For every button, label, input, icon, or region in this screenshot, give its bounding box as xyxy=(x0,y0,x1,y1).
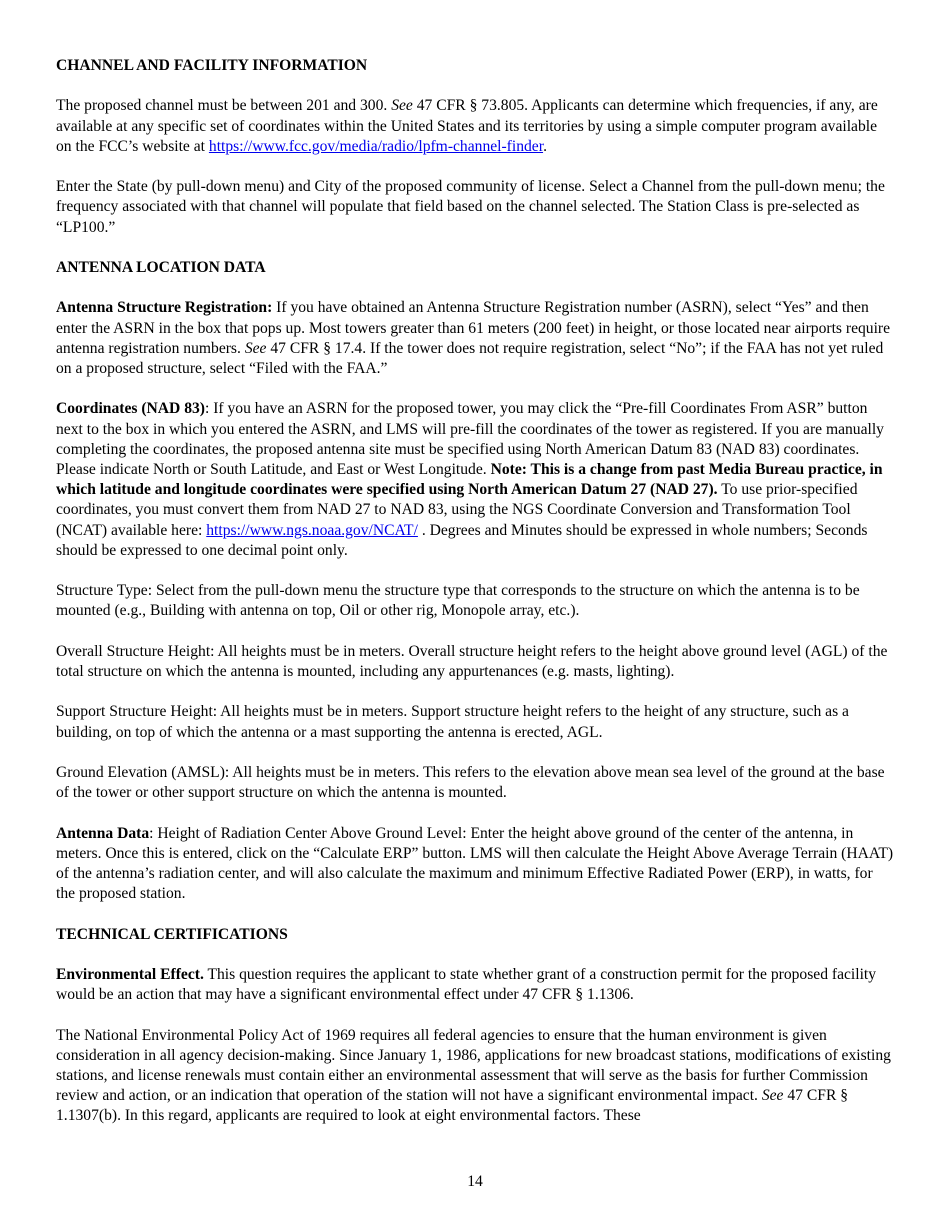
page-number: 14 xyxy=(467,1173,483,1190)
paragraph-channel-range: The proposed channel must be between 201 and 300. See 47 CFR § 73.805. Applicants can determine which frequencies, if any, are available at any specific set of coordinates within the United States and its territories by using a simple computer program available on the FCC’s website at https://www.fcc.gov/media/radio/lpfm-channel-finder. xyxy=(56,97,878,155)
paragraph-state-city: Enter the State (by pull-down menu) and City of the proposed community of license. Select a Channel from the pull-down menu; the frequency associated with that channel will populate that field based on the channel selected. The Station Class is pre-selected as “LP100.” xyxy=(56,178,885,236)
ncat-tool-link[interactable]: https://www.ngs.noaa.gov/NCAT/ xyxy=(206,521,418,539)
heading-technical-certifications: TECHNICAL CERTIFICATIONS xyxy=(56,925,288,943)
document-page xyxy=(56,56,894,1127)
paragraph-environmental-effect: Environmental Effect. This question requires the applicant to state whether grant of a construction permit for the proposed facility would be an action that may have a significant environmental effect under 47 CFR § 1.1306. xyxy=(56,965,877,1004)
paragraph-asr: Antenna Structure Registration: If you have obtained an Antenna Structure Registration number (ASRN), select “Yes” and then enter the ASRN in the box that pops up. Most towers greater than 61 meters (200 feet) in height, or those located near airports require antenna registration numbers. See 47 CFR § 17.4. If the tower does not require registration, select “No”; if the FAA has not yet ruled on a proposed structure, select “Filed with the FAA.” xyxy=(56,299,891,377)
paragraph-antenna-data: Antenna Data: Height of Radiation Center Above Ground Level: Enter the height above ground of the center of the antenna, in meters. Once this is entered, click on the “Calculate ERP” button. LMS will then calculate the Height Above Average Terrain (HAAT) of the antenna’s radiation center, and will also calculate the maximum and minimum Effective Radiated Power (ERP), in watts, for the proposed station. xyxy=(56,824,894,903)
paragraph-structure-type: Structure Type: Select from the pull-down menu the structure type that corresponds to the structure on which the antenna is to be mounted (e.g., Building with antenna on top, Oil or other rig, Monopole array, etc.). xyxy=(56,582,860,620)
paragraph-overall-height: Overall Structure Height: All heights must be in meters. Overall structure height refers to the height above ground level (AGL) of the total structure on which the antenna is mounted, including any appurtenances (e.g. masts, lighting). xyxy=(56,642,888,680)
paragraph-nepa: The National Environmental Policy Act of 1969 requires all federal agencies to ensure that the human environment is given consideration in all agency decision-making. Since January 1, 1986, applications for new broadcast stations, modifications of existing stations, and license renewals must contain either an environmental assessment that will serve as the basis for further Commission review and action, or an indication that operation of the station will not have a significant environmental impact. See 47 CFR § 1.1307(b). In this regard, applicants are required to look at eight environmental factors. These xyxy=(56,1026,891,1125)
lpfm-channel-finder-link[interactable]: https://www.fcc.gov/media/radio/lpfm-channel-finder xyxy=(208,137,544,155)
heading-antenna-location: ANTENNA LOCATION DATA xyxy=(56,258,266,276)
paragraph-support-height: Support Structure Height: All heights must be in meters. Support structure height refers to the height of any structure, such as a building, on top of which the antenna or a mast supporting the antenna is erected, AGL. xyxy=(56,703,849,741)
heading-channel-facility: CHANNEL AND FACILITY INFORMATION xyxy=(56,57,368,74)
paragraph-coordinates: Coordinates (NAD 83): If you have an ASRN for the proposed tower, you may click the “Pre-fill Coordinates From ASR” button next to the box in which you entered the ASRN, and LMS will pre-fill the coordinates of the tower as registered. If you are manually completing the coordinates, the proposed antenna site must be specified using North American Datum 83 (NAD 83) coordinates. Please indicate North or South Latitude, and East or West Longitude. Note: This is a change from past Media Bureau practice, in which latitude and longitude coordinates were specified using North American Datum 27 (NAD 27). To use prior-specified coordinates, you must convert them from NAD 27 to NAD 83, using the NGS Coordinate Conversion and Transformation Tool (NCAT) available here: https://www.ngs.noaa.gov/NCAT/ . Degrees and Minutes should be expressed in whole numbers; Seconds should be expressed to one decimal point only. xyxy=(56,400,884,559)
paragraph-ground-elevation: Ground Elevation (AMSL): All heights must be in meters. This refers to the elevation above mean sea level of the ground at the base of the tower or other support structure on which the antenna is mounted. xyxy=(56,763,885,802)
